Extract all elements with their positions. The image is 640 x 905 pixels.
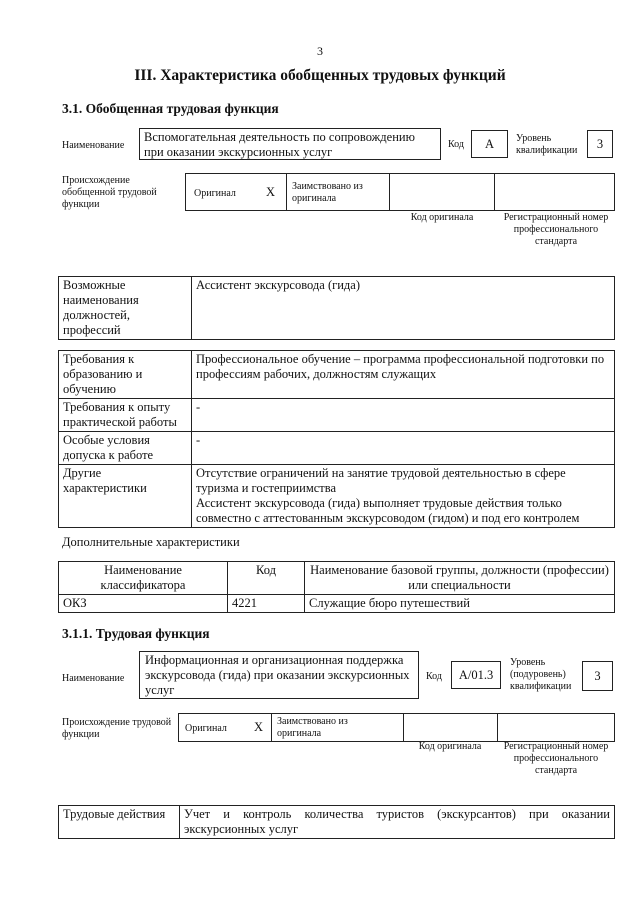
tf-heading: 3.1.1. Трудовая функция [62,626,210,641]
actions-label: Трудовые действия [59,806,180,839]
requirement-label: Требования к образованию и обучению [59,351,192,399]
divider [286,174,287,210]
page-number: 3 [317,44,323,58]
positions-table [58,276,615,340]
gtf-code-field [471,130,508,158]
table-cell: ОКЗ [59,595,228,613]
gtf-original-label: Оригинал [194,188,236,199]
gtf-origin-grid [185,173,615,211]
requirement-value: - [192,432,615,465]
tf-name-field [139,651,419,699]
gtf-code-original-caption: Код оригинала [410,212,474,223]
tf-reg-number-caption: Регистрационный номер профессионального стандарта [503,741,609,776]
requirement-label: Особые условия допуска к работе [59,432,192,465]
gtf-borrowed-label: Заимствовано из оригинала [292,181,363,204]
table-row [59,399,615,432]
actions-value: Учет и контроль количества туристов (экскурсантов) при оказании экскурсионных услуг [180,806,615,839]
table-row [59,465,615,528]
gtf-level-value: 3 [596,137,604,151]
section-title: III. Характеристика обобщенных трудовых функций [134,67,506,84]
gtf-original-mark: X [266,185,276,199]
gtf-level-label: Уровень квалификации [516,133,578,156]
requirement-value-line2: Ассистент экскурсовода (гида) выполняет трудовые действия только совместно с аттестованным экскурсоводом (гидом) и под его контролем [196,496,580,525]
gtf-level-field [587,130,613,158]
actions-table [58,805,615,839]
table-row [59,595,615,613]
additional-heading: Дополнительные характеристики [62,535,240,549]
tf-original-label: Оригинал [185,723,227,734]
tf-code-label: Код [426,671,442,682]
gtf-name-label: Наименование [62,140,125,151]
tf-original-mark: X [254,720,264,734]
tf-code-value: А/01.3 [458,668,494,682]
tf-level-value: 3 [594,669,601,683]
table-row [59,806,615,839]
gtf-reg-number-caption: Регистрационный номер профессионального стандарта [503,212,609,247]
divider [271,714,272,741]
requirement-label: Другие характеристики [59,465,192,528]
table-header-row [59,562,615,595]
tf-borrowed-label: Заимствовано из оригинала [277,716,348,739]
requirement-value [192,465,615,528]
gtf-code-label: Код [448,139,464,150]
column-header: Наименование базовой группы, должности (профессии) или специальности [305,562,615,595]
table-row [59,351,615,399]
table-row [59,432,615,465]
divider [403,714,404,741]
requirement-label: Требования к опыту практической работы [59,399,192,432]
gtf-name-value: Вспомогательная деятельность по сопровождению при оказании экскурсионных услуг [144,130,415,159]
requirements-table [58,350,615,528]
divider [494,174,495,210]
requirement-value: Профессиональное обучение – программа профессиональной подготовки по профессиям рабочих, должностям служащих [192,351,615,399]
tf-name-label: Наименование [62,673,125,684]
divider [389,174,390,210]
positions-label: Возможные наименования должностей, профессий [59,277,192,340]
tf-origin-label: Происхождение трудовой функции [62,717,172,740]
divider [497,714,498,741]
positions-value: Ассистент экскурсовода (гида) [192,277,615,340]
tf-origin-grid [178,713,615,742]
gtf-code-value: А [484,137,495,151]
requirement-value: - [192,399,615,432]
tf-level-field [582,661,613,691]
tf-code-original-caption: Код оригинала [418,741,482,752]
tf-code-field [451,661,501,689]
tf-level-label: Уровень (подуровень) квалификации [510,657,572,692]
requirement-value-line1: Отсутствие ограничений на занятие трудовой деятельностью в сфере туризма и гостеприимства [196,466,566,495]
table-cell: Служащие бюро путешествий [305,595,615,613]
column-header: Код [228,562,305,595]
gtf-name-field [139,128,441,160]
classifier-table [58,561,615,613]
column-header: Наименование классификатора [59,562,228,595]
gtf-heading: 3.1. Обобщенная трудовая функция [62,101,279,116]
tf-name-value: Информационная и организационная поддержка экскурсовода (гида) при оказании экскурсионных услуг [145,653,410,697]
table-cell: 4221 [228,595,305,613]
gtf-origin-label: Происхождение обобщенной трудовой функции [62,175,157,210]
